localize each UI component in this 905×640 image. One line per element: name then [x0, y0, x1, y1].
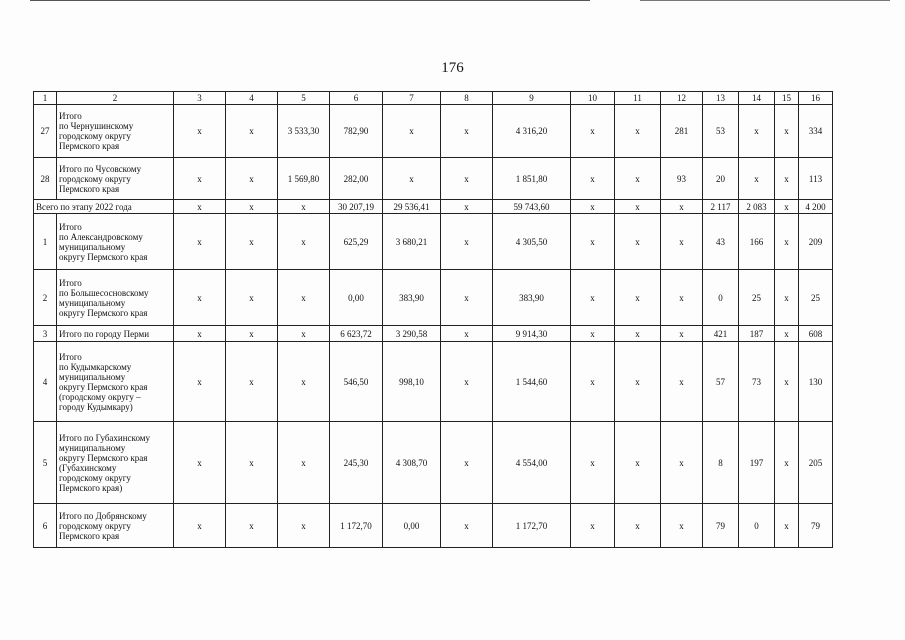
table-cell: x: [174, 158, 226, 200]
table-cell: 2 117: [703, 200, 739, 214]
row-number: 3: [34, 326, 57, 342]
table-cell: 383,90: [383, 270, 441, 326]
table-cell: x: [226, 504, 278, 548]
row-name: Итого по Чернушинскому городскому округу Пермского края: [57, 105, 174, 158]
table-cell: x: [571, 200, 615, 214]
table-cell: x: [174, 200, 226, 214]
row-number: 4: [34, 342, 57, 422]
table-row: [34, 422, 833, 504]
table-cell: x: [278, 200, 330, 214]
page-number: 176: [441, 60, 464, 76]
table-cell: x: [383, 105, 441, 158]
table-cell: 1 544,60: [493, 342, 571, 422]
table-cell: 205: [799, 422, 833, 504]
row-name: Итого по Большесосновскому муниципальному округу Пермского края: [57, 270, 174, 326]
table-cell: x: [278, 342, 330, 422]
table-cell: 53: [703, 105, 739, 158]
table-cell: x: [226, 200, 278, 214]
table-cell: x: [278, 422, 330, 504]
table-cell: x: [661, 200, 703, 214]
table-cell: 4 316,20: [493, 105, 571, 158]
row-number: 5: [34, 422, 57, 504]
table-cell: 20: [703, 158, 739, 200]
table-cell: 9 914,30: [493, 326, 571, 342]
table-cell: x: [775, 504, 799, 548]
table-cell: 1 569,80: [278, 158, 330, 200]
table-cell: 608: [799, 326, 833, 342]
table-cell: x: [174, 422, 226, 504]
table-cell: 421: [703, 326, 739, 342]
table-cell: 0: [703, 270, 739, 326]
table-cell: x: [571, 270, 615, 326]
table-cell: x: [441, 422, 493, 504]
table-cell: x: [441, 342, 493, 422]
column-header: 1: [34, 92, 57, 105]
column-header: 8: [441, 92, 493, 105]
table-cell: x: [226, 214, 278, 270]
table-cell: 25: [799, 270, 833, 326]
table-cell: 4 554,00: [493, 422, 571, 504]
table-cell: x: [571, 504, 615, 548]
table-cell: x: [615, 326, 661, 342]
table-row: [34, 214, 833, 270]
table-cell: 130: [799, 342, 833, 422]
column-header: 10: [571, 92, 615, 105]
row-number: 1: [34, 214, 57, 270]
table-cell: 4 305,50: [493, 214, 571, 270]
table-cell: x: [661, 422, 703, 504]
table-row: [34, 158, 833, 200]
table-cell: x: [174, 342, 226, 422]
row-name: Итого по Добрянскому городскому округу Пермского края: [57, 504, 174, 548]
table-cell: x: [775, 105, 799, 158]
column-header: 3: [174, 92, 226, 105]
table-cell: 29 536,41: [383, 200, 441, 214]
table-cell: x: [615, 504, 661, 548]
table-cell: 79: [799, 504, 833, 548]
table-cell: x: [226, 270, 278, 326]
table-cell: 3 680,21: [383, 214, 441, 270]
table-cell: 245,30: [330, 422, 383, 504]
row-name: Итого по городу Перми: [57, 326, 174, 342]
table-cell: x: [226, 326, 278, 342]
scan-edge-line: [640, 0, 890, 1]
table-cell: x: [383, 158, 441, 200]
table-cell: 782,90: [330, 105, 383, 158]
table-cell: 998,10: [383, 342, 441, 422]
table-cell: 93: [661, 158, 703, 200]
column-header: 2: [57, 92, 174, 105]
column-header: 16: [799, 92, 833, 105]
table-cell: 334: [799, 105, 833, 158]
table-cell: x: [571, 158, 615, 200]
table-cell: x: [661, 270, 703, 326]
total-row: [34, 200, 833, 214]
table-cell: x: [615, 214, 661, 270]
column-header: 14: [739, 92, 775, 105]
table-row: [34, 326, 833, 342]
table-cell: 383,90: [493, 270, 571, 326]
table-cell: x: [775, 422, 799, 504]
table-cell: x: [278, 214, 330, 270]
table-cell: 4 200: [799, 200, 833, 214]
table-cell: x: [571, 214, 615, 270]
table-cell: x: [775, 214, 799, 270]
table-cell: 197: [739, 422, 775, 504]
table-row: [34, 342, 833, 422]
row-name: Итого по Чусовскому городскому округу Пермского края: [57, 158, 174, 200]
table-cell: x: [174, 270, 226, 326]
table-cell: x: [441, 200, 493, 214]
table-cell: x: [174, 326, 226, 342]
table-row: [34, 504, 833, 548]
column-header: 13: [703, 92, 739, 105]
header-row: [34, 92, 833, 105]
table-cell: 4 308,70: [383, 422, 441, 504]
table-cell: x: [615, 422, 661, 504]
table-cell: x: [441, 214, 493, 270]
table-cell: 73: [739, 342, 775, 422]
table-cell: x: [661, 214, 703, 270]
table-cell: x: [615, 158, 661, 200]
table-cell: 281: [661, 105, 703, 158]
table-cell: x: [571, 326, 615, 342]
table-cell: x: [226, 105, 278, 158]
column-header: 15: [775, 92, 799, 105]
table-cell: x: [441, 504, 493, 548]
table-cell: x: [661, 504, 703, 548]
table-cell: x: [571, 342, 615, 422]
table-cell: x: [571, 105, 615, 158]
table-cell: 1 172,70: [493, 504, 571, 548]
table-cell: x: [615, 270, 661, 326]
row-number: 27: [34, 105, 57, 158]
table-cell: x: [615, 200, 661, 214]
data-table: [33, 91, 833, 548]
scan-edge-line: [30, 0, 590, 1]
row-number: 6: [34, 504, 57, 548]
table-cell: 2 083: [739, 200, 775, 214]
table-cell: x: [278, 504, 330, 548]
column-header: 11: [615, 92, 661, 105]
table-cell: x: [661, 342, 703, 422]
total-label: Всего по этапу 2022 года: [34, 200, 174, 214]
row-name: Итого по Кудымкарскому муниципальному округу Пермского края (городскому округу – городу Кудымкару): [57, 342, 174, 422]
table-cell: x: [174, 504, 226, 548]
table-row: [34, 270, 833, 326]
row-number: 2: [34, 270, 57, 326]
column-header: 9: [493, 92, 571, 105]
table-cell: x: [441, 270, 493, 326]
table-cell: 79: [703, 504, 739, 548]
table-cell: 166: [739, 214, 775, 270]
table-cell: x: [615, 105, 661, 158]
table-cell: x: [775, 342, 799, 422]
table-cell: x: [571, 422, 615, 504]
table-cell: 43: [703, 214, 739, 270]
table-cell: x: [775, 158, 799, 200]
table-cell: x: [174, 214, 226, 270]
column-header: 5: [278, 92, 330, 105]
table-cell: 187: [739, 326, 775, 342]
row-number: 28: [34, 158, 57, 200]
table-cell: 30 207,19: [330, 200, 383, 214]
row-name: Итого по Александровскому муниципальному округу Пермского края: [57, 214, 174, 270]
table-cell: 113: [799, 158, 833, 200]
column-header: 4: [226, 92, 278, 105]
table-cell: 57: [703, 342, 739, 422]
table-cell: x: [226, 422, 278, 504]
table-cell: x: [441, 158, 493, 200]
table-cell: x: [441, 326, 493, 342]
table-cell: x: [226, 158, 278, 200]
table-cell: 3 290,58: [383, 326, 441, 342]
table-cell: 59 743,60: [493, 200, 571, 214]
table-cell: x: [775, 270, 799, 326]
table-cell: 6 623,72: [330, 326, 383, 342]
table-cell: x: [441, 105, 493, 158]
table-cell: 3 533,30: [278, 105, 330, 158]
table-cell: x: [278, 326, 330, 342]
table-cell: x: [278, 270, 330, 326]
table-cell: x: [775, 200, 799, 214]
table-cell: 0: [739, 504, 775, 548]
table-cell: 1 172,70: [330, 504, 383, 548]
table-cell: x: [739, 105, 775, 158]
row-name: Итого по Губахинскому муниципальному округу Пермского края (Губахинскому городскому округу Пермского края): [57, 422, 174, 504]
table-cell: 625,29: [330, 214, 383, 270]
table-cell: 0,00: [330, 270, 383, 326]
table-cell: x: [174, 105, 226, 158]
table-cell: 0,00: [383, 504, 441, 548]
table-cell: 546,50: [330, 342, 383, 422]
table-cell: x: [661, 326, 703, 342]
table-cell: 1 851,80: [493, 158, 571, 200]
table-cell: 8: [703, 422, 739, 504]
table-cell: x: [775, 326, 799, 342]
column-header: 6: [330, 92, 383, 105]
column-header: 12: [661, 92, 703, 105]
table-cell: 25: [739, 270, 775, 326]
table-cell: 282,00: [330, 158, 383, 200]
table-cell: 209: [799, 214, 833, 270]
table-row: [34, 105, 833, 158]
table-cell: x: [226, 342, 278, 422]
column-header: 7: [383, 92, 441, 105]
table-cell: x: [739, 158, 775, 200]
table-cell: x: [615, 342, 661, 422]
